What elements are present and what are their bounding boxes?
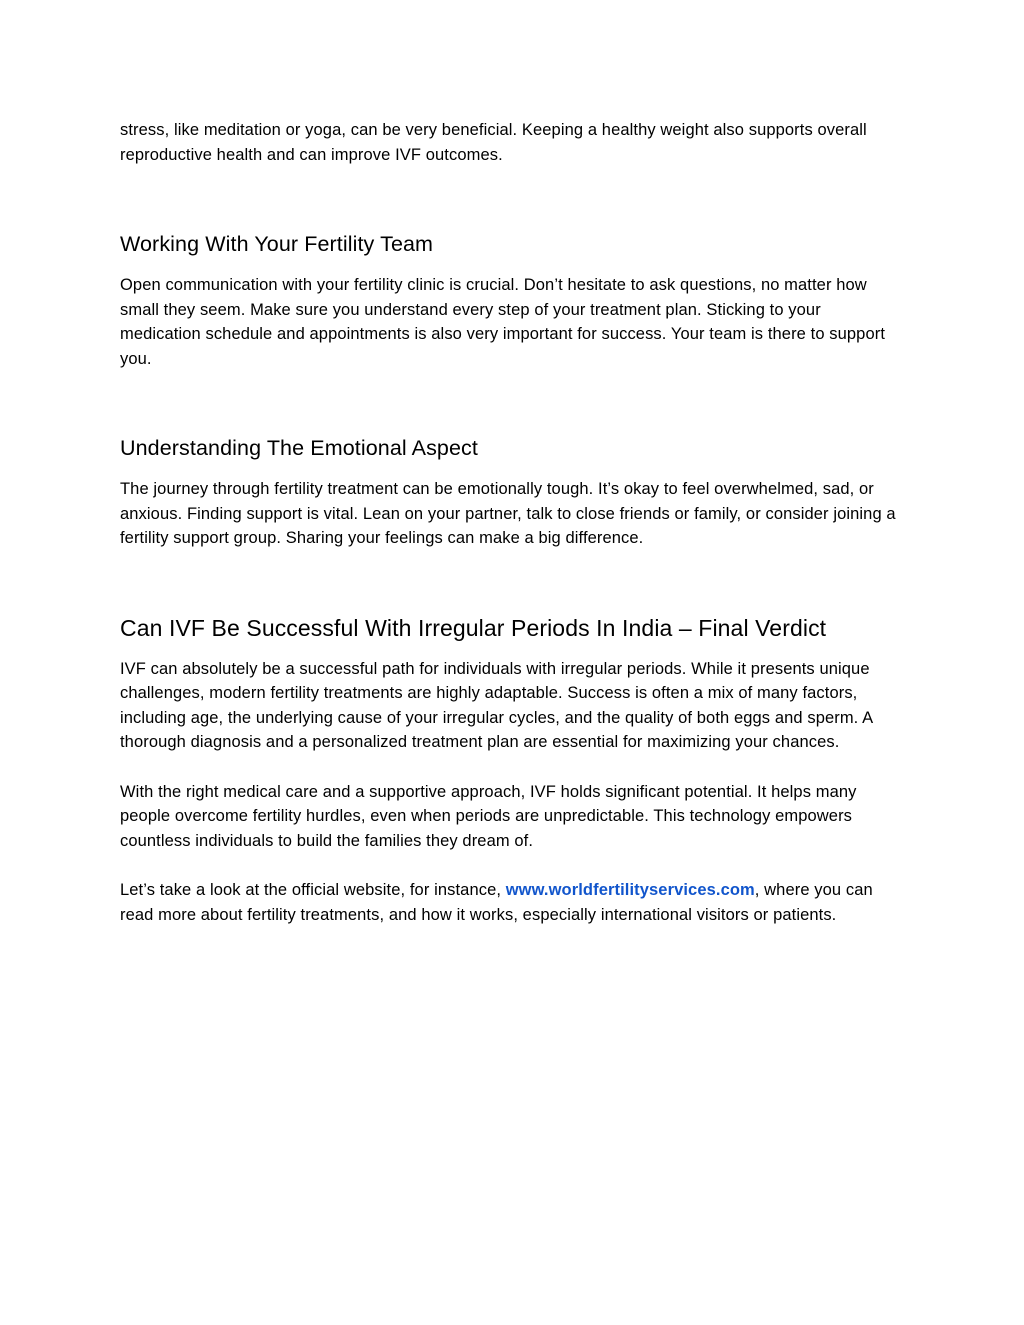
paragraph-final-verdict-1: IVF can absolutely be a successful path for individuals with irregular periods. While it presents unique challenges, modern fertility treatments are highly adaptable. Success is often a mix of many factors, including age, the underlying cause of your irregular cycles, and the quality of both eggs and sperm. A thorough diagnosis and a personalized treatment plan are essential for maximizing your chances. xyxy=(120,659,873,751)
world-fertility-services-link[interactable]: www.worldfertilityservices.com xyxy=(505,881,755,899)
lead-paragraph: stress, like meditation or yoga, can be very beneficial. Keeping a healthy weight also supports overall reproductive health and can improve IVF outcomes. xyxy=(120,121,867,164)
paragraph-final-verdict-3-after-link: , where you can read more about fertility treatments, and how it works, especially international visitors or patients. xyxy=(120,881,873,924)
heading-final-verdict: Can IVF Be Successful With Irregular Periods In India – Final Verdict xyxy=(120,614,827,641)
paragraph-final-verdict-2: With the right medical care and a supportive approach, IVF holds significant potential. It helps many people overcome fertility hurdles, even when periods are unpredictable. This technology empowers countless individuals to build the families they dream of. xyxy=(120,782,857,850)
paragraph-final-verdict-3 xyxy=(120,878,902,927)
paragraph-emotional-aspect: The journey through fertility treatment can be emotionally tough. It’s okay to feel overwhelmed, sad, or anxious. Finding support is vital. Lean on your partner, talk to close friends or family, or consider joining a fertility support group. Sharing your feelings can make a big difference. xyxy=(120,480,896,547)
paragraph-fertility-team: Open communication with your fertility clinic is crucial. Don’t hesitate to ask questions, no matter how small they seem. Make sure you understand every step of your treatment plan. Sticking to your medication schedule and appointments is also very important for success. Your team is there to support you. xyxy=(120,276,886,368)
heading-understanding-the-emotional-aspect: Understanding The Emotional Aspect xyxy=(120,436,478,460)
paragraph-final-verdict-3-before-link: Let’s take a look at the official website, for instance, xyxy=(120,881,506,899)
heading-working-with-your-fertility-team: Working With Your Fertility Team xyxy=(120,232,434,256)
final-verdict-paragraphs xyxy=(120,657,902,928)
